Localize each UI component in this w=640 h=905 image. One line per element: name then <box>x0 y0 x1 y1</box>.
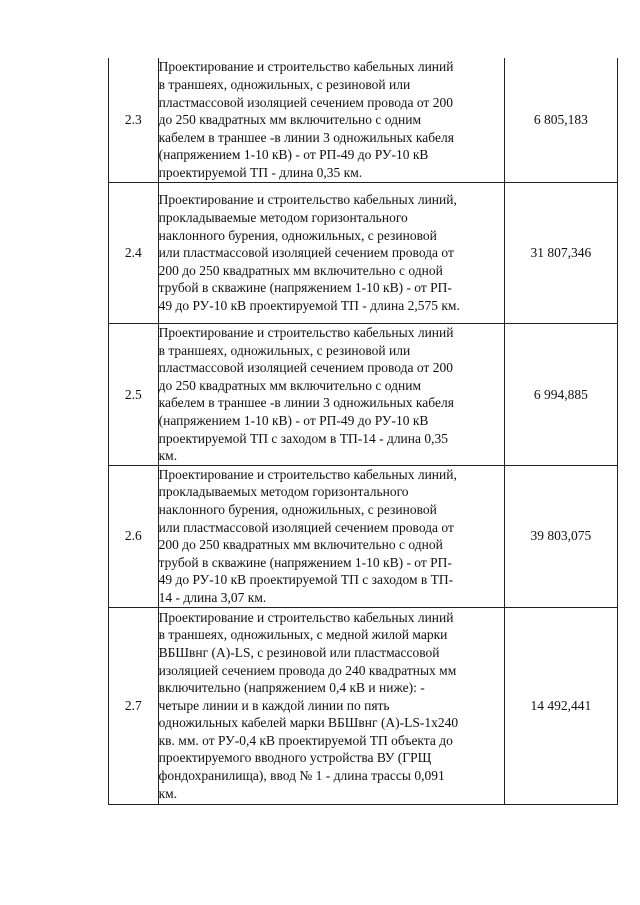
row-description-text: Проектирование и строительство кабельных линий, прокладываемых методом горизонтального наклонного бурения, одножильных, с резиновой или пластмассовой изоляцией сечением провода от 200 до 250 квадратных мм включительно с одной трубой в скважине (напряжением 1-10 кВ) - от РП- 49 до РУ-10 кВ проектируемой ТП с заходом в ТП- 14 - длина 3,07 км. <box>158 466 457 605</box>
row-value: 6 994,885 <box>504 324 617 466</box>
row-description <box>158 324 504 466</box>
row-number: 2.4 <box>109 183 159 324</box>
row-description <box>158 183 504 324</box>
row-description <box>158 58 504 183</box>
table-row <box>109 324 618 466</box>
row-value: 14 492,441 <box>504 607 617 804</box>
row-description-text: Проектирование и строительство кабельных линий в траншеях, одножильных, с резиновой или пластмассовой изоляцией сечением провода от 200 до 250 квадратных мм включительно с одним кабелем в траншее -в линии 3 одножильных кабеля (напряжением 1-10 кВ) - от РП-49 до РУ-10 кВ проектируемой ТП с заходом в ТП-14 - длина 0,35 км. <box>158 325 454 464</box>
row-value: 31 807,346 <box>504 183 617 324</box>
price-table <box>108 58 618 805</box>
table-row <box>109 58 618 183</box>
row-number: 2.5 <box>109 324 159 466</box>
row-description-text: Проектирование и строительство кабельных линий в траншеях, одножильных, с медной жилой марки ВБШвнг (А)-LS, с резиновой или пластмассовой изоляцией сечением провода до 240 квадратных мм включительно (напряжением 0,4 кВ и ниже): - четыре линии и в каждой линии по пять одножильных кабелей марки ВБШвнг (А)-LS-1х240 кв. мм. от РУ-0,4 кВ проектируемой ТП объекта до проектируемого вводного устройства ВУ (ГРЩ фондохранилища), ввод № 1 - длина трассы 0,091 км. <box>158 609 459 801</box>
row-value: 6 805,183 <box>504 58 617 183</box>
table-row <box>109 465 618 607</box>
row-number: 2.3 <box>109 58 159 183</box>
table-row <box>109 607 618 804</box>
table-row <box>109 183 618 324</box>
row-description-text: Проектирование и строительство кабельных линий, прокладываемые методом горизонтального наклонного бурения, одножильных, с резиновой или пластмассовой изоляцией сечением провода от 200 до 250 квадратных мм включительно с одной трубой в скважине (напряжением 1-10 кВ) - от РП- 49 до РУ-10 кВ проектируемой ТП - длина 2,575 км. <box>158 192 460 313</box>
row-description <box>158 607 504 804</box>
row-number: 2.6 <box>109 465 159 607</box>
row-description-text: Проектирование и строительство кабельных линий в траншеях, одножильных, с резиновой или пластмассовой изоляцией сечением провода от 200 до 250 квадратных мм включительно с одним кабелем в траншее -в линии 3 одножильных кабеля (напряжением 1-10 кВ) - от РП-49 до РУ-10 кВ проектируемой ТП - длина 0,35 км. <box>158 59 454 180</box>
row-number: 2.7 <box>109 607 159 804</box>
row-description <box>158 465 504 607</box>
row-value: 39 803,075 <box>504 465 617 607</box>
